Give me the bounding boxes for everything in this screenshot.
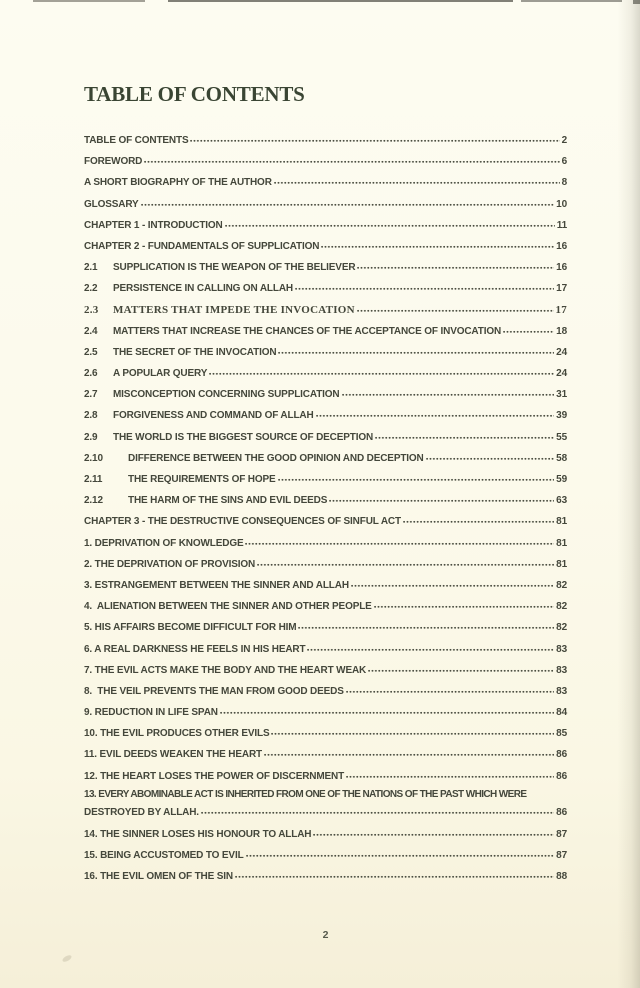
entry-label: SUPPLICATION IS THE WEAPON OF THE BELIEVER — [113, 262, 356, 274]
entry-label: 8. THE VEIL PREVENTS THE MAN FROM GOOD DEEDS — [84, 685, 344, 697]
dot-leader — [141, 197, 555, 207]
dot-leader — [374, 599, 554, 609]
toc-entry — [84, 448, 567, 469]
toc-entry — [84, 321, 567, 342]
entry-label: A POPULAR QUERY — [113, 368, 208, 380]
entry-page-number: 6 — [561, 156, 567, 168]
toc-entry — [84, 681, 567, 702]
dot-leader — [278, 345, 554, 355]
entry-label: FOREWORD — [84, 156, 143, 168]
dot-leader — [321, 239, 554, 249]
entry-label: 16. THE EVIL OMEN OF THE SIN — [84, 871, 233, 883]
entry-number: 2.1 — [84, 262, 98, 274]
entry-page-number: 10 — [556, 198, 567, 210]
dot-leader — [264, 747, 554, 757]
entry-page-number: 84 — [556, 707, 567, 719]
dot-leader — [246, 848, 555, 858]
dot-leader — [295, 281, 554, 291]
entry-label: 9. REDUCTION IN LIFE SPAN — [84, 707, 218, 719]
toc-entry — [84, 427, 567, 448]
toc-entry — [84, 300, 567, 321]
scan-edge-artifact — [168, 0, 513, 2]
dot-leader — [357, 260, 554, 270]
dot-leader — [144, 154, 559, 164]
entry-label: CHAPTER 2 - FUNDAMENTALS OF SUPPLICATION — [84, 240, 320, 252]
toc-entry — [84, 405, 567, 426]
toc-entry — [84, 257, 567, 278]
entry-number: 2.9 — [84, 431, 98, 443]
entry-label: GLOSSARY — [84, 198, 139, 210]
dot-leader — [298, 620, 554, 630]
dot-leader — [190, 133, 559, 143]
dot-leader — [307, 642, 554, 652]
dot-leader — [225, 218, 555, 228]
toc-entry — [84, 845, 567, 866]
dot-leader — [257, 557, 554, 567]
dot-leader — [235, 869, 554, 879]
entry-line-2 — [84, 802, 567, 824]
entry-label: A SHORT BIOGRAPHY OF THE AUTHOR — [84, 177, 272, 189]
toc-entry — [84, 215, 567, 236]
entry-page-number: 87 — [556, 828, 567, 840]
toc-entry — [84, 702, 567, 723]
entry-page-number: 88 — [556, 871, 567, 883]
dot-leader — [316, 408, 555, 418]
entry-number: 2.4 — [84, 325, 98, 337]
entry-page-number: 86 — [556, 749, 567, 761]
toc-entry — [84, 575, 567, 596]
toc-entry — [84, 744, 567, 765]
entry-label: CHAPTER 3 - THE DESTRUCTIVE CONSEQUENCES OF SINFUL ACT — [84, 516, 401, 528]
dot-leader — [313, 827, 554, 837]
toc-entry — [84, 596, 567, 617]
entry-number: 2.10 — [84, 452, 103, 464]
entry-number: 2.8 — [84, 410, 98, 422]
dot-leader — [220, 705, 554, 715]
toc-entry — [84, 660, 567, 681]
entry-page-number: 83 — [556, 643, 567, 655]
dot-leader — [245, 536, 554, 546]
dot-leader — [503, 324, 554, 334]
page-title: TABLE OF CONTENTS — [84, 82, 305, 106]
entry-page-number: 81 — [556, 537, 567, 549]
entry-number: 2.3 — [84, 303, 99, 316]
entry-page-number: 31 — [556, 389, 567, 401]
entry-page-number: 63 — [556, 495, 567, 507]
entry-page-number: 82 — [556, 579, 567, 591]
entry-page-number: 2 — [561, 135, 567, 146]
entry-line-1 — [84, 787, 567, 803]
entry-page-number: 81 — [556, 558, 567, 570]
entry-number: 2.6 — [84, 368, 98, 380]
entry-label: 10. THE EVIL PRODUCES OTHER EVILS — [84, 728, 270, 740]
entry-page-number: 83 — [556, 685, 567, 697]
entry-label: MISCONCEPTION CONCERNING SUPPLICATION — [113, 389, 340, 401]
entry-label: MATTERS THAT IMPEDE THE INVOCATION — [113, 303, 355, 316]
dot-leader — [346, 769, 554, 779]
dot-leader — [351, 578, 554, 588]
dot-leader — [274, 175, 560, 185]
dot-leader — [278, 472, 555, 482]
entry-page-number: 55 — [556, 431, 567, 443]
entry-page-number: 83 — [556, 664, 567, 676]
toc-entry — [84, 130, 567, 151]
entry-label: CHAPTER 1 - INTRODUCTION — [84, 219, 223, 231]
toc-entry — [84, 511, 567, 532]
entry-number: 2.7 — [84, 389, 98, 401]
entry-page-number: 85 — [556, 728, 567, 740]
entry-page-number: 59 — [556, 474, 567, 485]
entry-page-number: 18 — [556, 325, 567, 337]
dot-leader — [201, 805, 554, 815]
dot-leader — [426, 451, 555, 461]
toc-entry — [84, 236, 567, 257]
entry-label: PERSISTENCE IN CALLING ON ALLAH — [113, 283, 293, 295]
toc-entry — [84, 469, 567, 490]
entry-label: 12. THE HEART LOSES THE POWER OF DISCERNMENT — [84, 770, 345, 782]
entry-page-number: 82 — [556, 601, 567, 613]
toc-entry — [84, 766, 567, 787]
entry-page-number: 24 — [556, 346, 567, 358]
entry-page-number: 24 — [556, 368, 567, 380]
scan-edge-artifact — [633, 0, 640, 4]
dot-leader — [209, 366, 554, 376]
entry-page-number: 17 — [556, 283, 567, 295]
entry-label: 15. BEING ACCUSTOMED TO EVIL — [84, 850, 244, 861]
entry-label: THE REQUIREMENTS OF HOPE — [128, 474, 276, 485]
toc-entry — [84, 824, 567, 845]
scan-smudge — [61, 954, 72, 963]
scan-edge-artifact — [521, 0, 622, 2]
toc-entry-twoline — [84, 787, 567, 824]
entry-label: DIFFERENCE BETWEEN THE GOOD OPINION AND DECEPTION — [128, 452, 424, 464]
entry-page-number: 86 — [556, 770, 567, 782]
entry-label: 3. ESTRANGEMENT BETWEEN THE SINNER AND ALLAH — [84, 579, 349, 591]
entry-number: 2.2 — [84, 283, 98, 295]
dot-leader — [403, 514, 554, 524]
toc-entry — [84, 172, 567, 193]
dot-leader — [342, 387, 555, 397]
page-number-footer: 2 — [322, 929, 329, 941]
toc-entry — [84, 363, 567, 384]
entry-label: DESTROYED BY ALLAH. — [84, 807, 199, 819]
entry-page-number: 8 — [561, 177, 567, 189]
toc-entry — [84, 490, 567, 511]
entry-label: TABLE OF CONTENTS — [84, 135, 189, 146]
toc-entry — [84, 194, 567, 215]
entry-label: 5. HIS AFFAIRS BECOME DIFFICULT FOR HIM — [84, 622, 297, 634]
toc-entry — [84, 723, 567, 744]
entry-number: 2.12 — [84, 495, 103, 507]
entry-page-number: 16 — [556, 262, 567, 274]
entry-label: THE WORLD IS THE BIGGEST SOURCE OF DECEPTION — [113, 431, 374, 443]
entry-label: THE HARM OF THE SINS AND EVIL DEEDS — [128, 495, 328, 507]
toc-entry — [84, 554, 567, 575]
entry-page-number: 16 — [556, 240, 567, 252]
entry-label: 11. EVIL DEEDS WEAKEN THE HEART — [84, 749, 262, 761]
entry-label: THE SECRET OF THE INVOCATION — [113, 346, 277, 358]
toc-entry — [84, 866, 567, 887]
toc-entry — [84, 342, 567, 363]
entry-page-number: 82 — [556, 622, 567, 634]
entry-label: 7. THE EVIL ACTS MAKE THE BODY AND THE HEART WEAK — [84, 664, 367, 676]
entry-label: MATTERS THAT INCREASE THE CHANCES OF THE ACCEPTANCE OF INVOCATION — [113, 325, 502, 337]
entry-label: 6. A REAL DARKNESS HE FEELS IN HIS HEART — [84, 643, 306, 655]
toc-entry — [84, 617, 567, 638]
entry-page-number: 11 — [556, 219, 567, 231]
toc-entry — [84, 533, 567, 554]
dot-leader — [368, 663, 554, 673]
dot-leader — [271, 726, 554, 736]
entry-label: FORGIVENESS AND COMMAND OF ALLAH — [113, 410, 314, 422]
entry-page-number: 17 — [555, 303, 567, 316]
entry-label: 1. DEPRIVATION OF KNOWLEDGE — [84, 537, 244, 549]
toc-entry — [84, 639, 567, 660]
entry-label: 13. EVERY ABOMINABLE ACT IS INHERITED FROM ONE OF THE NATIONS OF THE PAST WHICH WERE — [84, 788, 527, 800]
entry-label: 2. THE DEPRIVATION OF PROVISION — [84, 558, 256, 570]
toc-list — [84, 130, 567, 887]
entry-page-number: 81 — [556, 516, 567, 528]
dot-leader — [357, 303, 554, 313]
entry-page-number: 58 — [556, 452, 567, 464]
entry-page-number: 87 — [556, 850, 567, 861]
entry-number: 2.11 — [84, 474, 103, 485]
toc-entry — [84, 151, 567, 172]
entry-number: 2.5 — [84, 346, 98, 358]
entry-label: 4. ALIENATION BETWEEN THE SINNER AND OTHER PEOPLE — [84, 601, 372, 613]
entry-page-number: 86 — [556, 807, 567, 819]
scan-edge-artifact — [33, 0, 145, 2]
dot-leader — [375, 430, 554, 440]
toc-entry — [84, 278, 567, 299]
toc-entry — [84, 384, 567, 405]
entry-page-number: 39 — [556, 410, 567, 422]
dot-leader — [329, 493, 554, 503]
entry-label: 14. THE SINNER LOSES HIS HONOUR TO ALLAH — [84, 828, 312, 840]
dot-leader — [346, 684, 554, 694]
